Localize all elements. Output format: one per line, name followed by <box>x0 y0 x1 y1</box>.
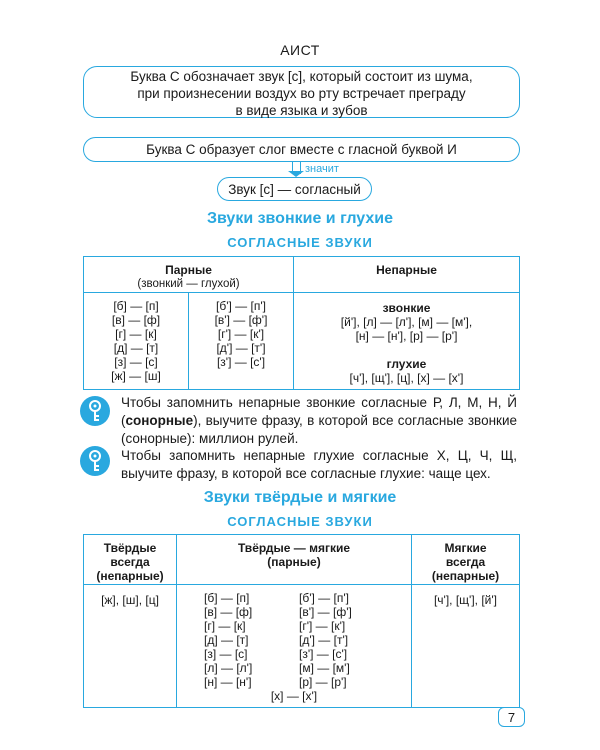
arrow-label: значит <box>305 163 339 175</box>
pair-item: [р] — [р'] <box>299 675 347 689</box>
hard-always-values: [ж], [ш], [ц] <box>101 593 159 607</box>
key-icon <box>80 396 110 426</box>
note-bold-term: сонорные <box>125 413 194 428</box>
explanation-line: при произнесении воздух во рту встречает преграду <box>137 86 466 101</box>
voiced-item: [й'], [л] — [л'], [м] — [м'], <box>340 315 473 329</box>
pair-item: [ж] — [ш] <box>111 369 161 383</box>
hard-header-line: всегда <box>110 555 150 569</box>
hard-header-line: Твёрдые <box>103 541 157 555</box>
pair-item: [в'] — [ф'] <box>299 605 352 619</box>
pair-item: [д'] — [т'] <box>216 341 266 355</box>
paired-subheader: (звонкий — глухой) <box>137 278 240 290</box>
key-icon-graphic <box>80 396 110 426</box>
hard-always-cell <box>84 585 177 708</box>
pairs-cell <box>177 585 412 708</box>
pair-item: [б'] — [п'] <box>216 299 266 313</box>
note-sonorants <box>121 394 517 448</box>
pair-item: [з] — [с] <box>114 355 158 369</box>
voiceless-label: глухие <box>386 357 427 371</box>
pair-item: [м] — [м'] <box>299 661 350 675</box>
note-text: Чтобы запомнить непарные звонкие согласные Р, Л, М, Н, Й ( <box>121 395 517 428</box>
pair-item: [г] — [к] <box>115 327 157 341</box>
explanation-line: Буква С обозначает звук [с], который состоит из шума, <box>130 69 473 84</box>
note-text: ), выучите фразу, в которой все согласные звонкие (сонорные): миллион рулей. <box>121 413 517 446</box>
voiceless-item: [ч'], [щ'], [ц], [х] — [х'] <box>349 371 464 385</box>
pair-item: [з] — [с] <box>204 647 248 661</box>
pair-item: [в] — [ф] <box>204 605 253 619</box>
pair-item: [д] — [т] <box>113 341 159 355</box>
pair-item: [б] — [п] <box>113 299 159 313</box>
pair-item: [в] — [ф] <box>111 313 161 327</box>
pair-item: [в'] — [ф'] <box>214 313 268 327</box>
pair-item: [г] — [к] <box>204 619 246 633</box>
hard-header-cell <box>84 535 177 585</box>
conclusion-box: Звук [с] — согласный <box>217 177 372 201</box>
pair-header-line: (парные) <box>267 555 321 569</box>
voiced-voiceless-table <box>83 256 520 390</box>
note-voiceless: Чтобы запомнить непарные глухие согласные Х, Ц, Ч, Щ, выучите фразу, в которой все согласные глухие: чаще цех. <box>121 448 517 481</box>
soft-header-line: Мягкие <box>444 541 487 555</box>
paired-header-cell <box>84 257 294 293</box>
pair-item: [г'] — [к'] <box>217 327 265 341</box>
soft-header-line: (непарные) <box>431 569 500 583</box>
pair-item: [з'] — [с'] <box>216 355 266 369</box>
example-word: АИСТ <box>280 42 320 58</box>
pair-item: [д'] — [т'] <box>299 633 349 647</box>
pairs-columns <box>178 591 410 689</box>
hard-header-line: (непарные) <box>96 569 164 583</box>
paired-right-cell <box>189 293 294 390</box>
soft-always-cell <box>412 585 520 708</box>
voiced-label: звонкие <box>382 301 431 315</box>
pair-header-line: Твёрдые — мягкие <box>237 541 351 555</box>
unpaired-cell <box>294 293 520 390</box>
explanation-line: в виде языка и зубов <box>235 103 368 118</box>
pair-item: [б'] — [п'] <box>299 591 349 605</box>
explanation-box <box>83 66 520 118</box>
soft-header-cell <box>412 535 520 585</box>
paired-left-cell <box>84 293 189 390</box>
section-subtitle: СОГЛАСНЫЕ ЗВУКИ <box>227 514 373 529</box>
pair-item: [з'] — [с'] <box>299 647 348 661</box>
section-title: Звуки звонкие и глухие <box>206 210 394 227</box>
pair-item: [л] — [л'] <box>204 661 253 675</box>
key-icon-graphic <box>80 446 110 476</box>
section-subtitle: СОГЛАСНЫЕ ЗВУКИ <box>227 235 373 250</box>
pair-item: [г'] — [к'] <box>299 619 346 633</box>
soft-always-values: [ч'], [щ'], [й'] <box>433 593 498 607</box>
pair-header-cell <box>177 535 412 585</box>
pairs-right-column <box>299 591 384 689</box>
pair-item: [д] — [т] <box>204 633 249 647</box>
section-title: Звуки твёрдые и мягкие <box>203 489 397 506</box>
page-number: 7 <box>498 707 525 727</box>
unpaired-header-cell <box>294 257 520 293</box>
syllable-box: Буква С образует слог вместе с гласной буквой И <box>83 137 520 162</box>
key-icon <box>80 446 110 476</box>
pair-item: [н] — [н'] <box>204 675 252 689</box>
pairs-left-column <box>204 591 299 689</box>
unpaired-header: Непарные <box>376 263 437 277</box>
pair-item: [б] — [п] <box>204 591 250 605</box>
voiced-item: [н] — [н'], [р] — [р'] <box>355 329 458 343</box>
paired-header: Парные <box>165 263 212 277</box>
soft-header-line: всегда <box>445 555 486 569</box>
hard-soft-table <box>83 534 520 708</box>
pair-item: [х] — [х'] <box>270 689 318 703</box>
